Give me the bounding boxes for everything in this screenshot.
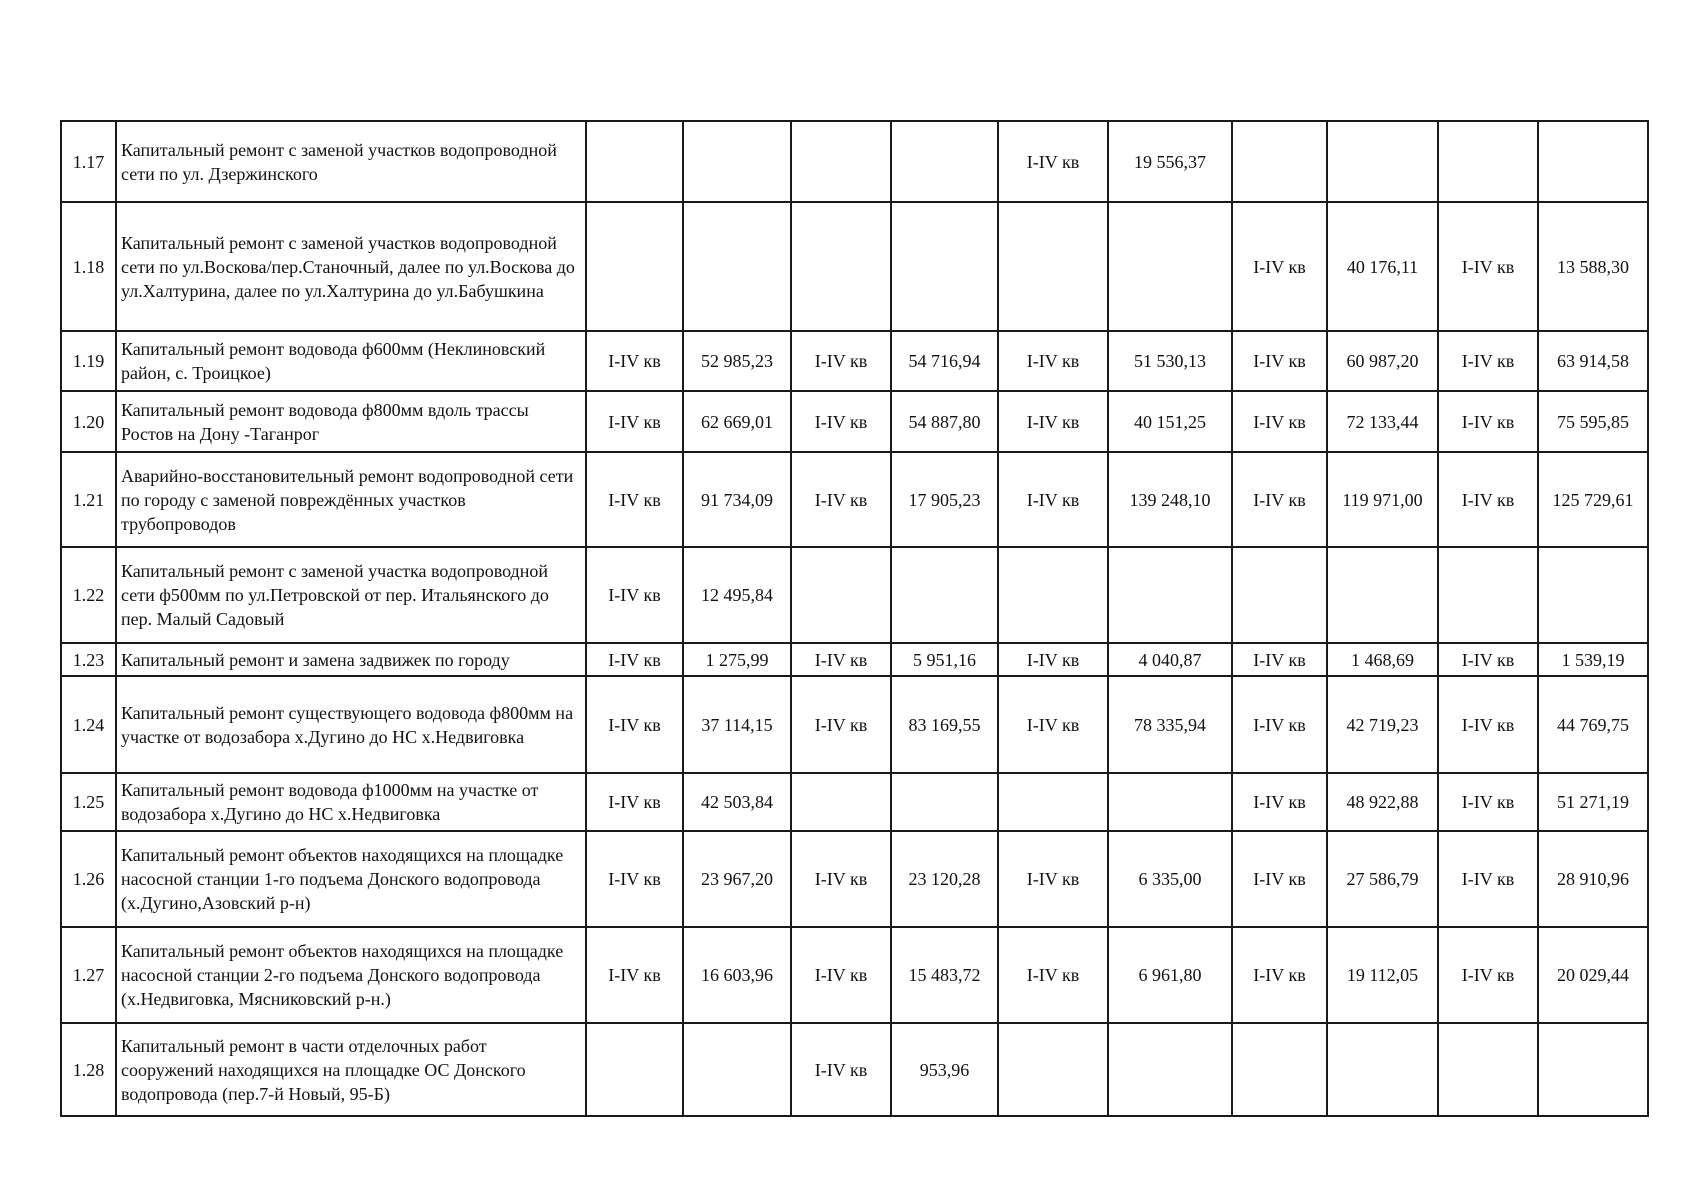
period-cell: I-IV кв — [586, 331, 683, 391]
amount-cell: 119 971,00 — [1327, 452, 1438, 547]
amount-cell — [1108, 202, 1232, 331]
amount-cell: 139 248,10 — [1108, 452, 1232, 547]
period-cell: I-IV кв — [1232, 927, 1327, 1023]
amount-cell: 6 335,00 — [1108, 831, 1232, 927]
period-cell — [1232, 547, 1327, 643]
period-cell: I-IV кв — [586, 676, 683, 773]
period-cell: I-IV кв — [1438, 773, 1538, 831]
table-row — [61, 121, 1648, 202]
period-cell — [998, 202, 1108, 331]
table-row — [61, 831, 1648, 927]
work-description: Капитальный ремонт с заменой участков водопроводной сети по ул. Дзержинского — [116, 121, 586, 202]
amount-cell: 19 112,05 — [1327, 927, 1438, 1023]
amount-cell: 13 588,30 — [1538, 202, 1648, 331]
work-description: Капитальный ремонт и замена задвижек по городу — [116, 643, 586, 676]
period-cell — [586, 1023, 683, 1116]
amount-cell: 1 539,19 — [1538, 643, 1648, 676]
amount-cell — [683, 121, 791, 202]
period-cell: I-IV кв — [998, 391, 1108, 452]
period-cell: I-IV кв — [1232, 202, 1327, 331]
row-number: 1.23 — [61, 643, 116, 676]
period-cell — [791, 547, 891, 643]
period-cell: I-IV кв — [586, 643, 683, 676]
period-cell — [791, 121, 891, 202]
period-cell: I-IV кв — [586, 391, 683, 452]
amount-cell — [1327, 547, 1438, 643]
table-row — [61, 547, 1648, 643]
row-number: 1.19 — [61, 331, 116, 391]
amount-cell — [1108, 773, 1232, 831]
table-row — [61, 331, 1648, 391]
row-number: 1.27 — [61, 927, 116, 1023]
table-row — [61, 773, 1648, 831]
amount-cell: 91 734,09 — [683, 452, 791, 547]
period-cell: I-IV кв — [1232, 831, 1327, 927]
row-number: 1.20 — [61, 391, 116, 452]
period-cell: I-IV кв — [791, 927, 891, 1023]
period-cell: I-IV кв — [791, 676, 891, 773]
amount-cell: 28 910,96 — [1538, 831, 1648, 927]
table-row — [61, 1023, 1648, 1116]
amount-cell — [891, 202, 998, 331]
amount-cell: 23 120,28 — [891, 831, 998, 927]
period-cell: I-IV кв — [1232, 452, 1327, 547]
amount-cell: 4 040,87 — [1108, 643, 1232, 676]
work-description: Капитальный ремонт объектов находящихся на площадке насосной станции 2-го подъема Донского водопровода (х.Недвиговка, Мясниковский р-н.) — [116, 927, 586, 1023]
work-description: Аварийно-восстановительный ремонт водопроводной сети по городу с заменой повреждённых участков трубопроводов — [116, 452, 586, 547]
period-cell — [998, 773, 1108, 831]
amount-cell: 27 586,79 — [1327, 831, 1438, 927]
period-cell — [791, 202, 891, 331]
amount-cell — [1327, 121, 1438, 202]
table-row — [61, 391, 1648, 452]
amount-cell: 23 967,20 — [683, 831, 791, 927]
amount-cell: 44 769,75 — [1538, 676, 1648, 773]
row-number: 1.22 — [61, 547, 116, 643]
row-number: 1.28 — [61, 1023, 116, 1116]
amount-cell: 40 176,11 — [1327, 202, 1438, 331]
amount-cell: 72 133,44 — [1327, 391, 1438, 452]
period-cell — [1232, 1023, 1327, 1116]
period-cell: I-IV кв — [791, 643, 891, 676]
amount-cell: 75 595,85 — [1538, 391, 1648, 452]
period-cell: I-IV кв — [998, 676, 1108, 773]
amount-cell — [1108, 547, 1232, 643]
period-cell — [791, 773, 891, 831]
period-cell: I-IV кв — [586, 927, 683, 1023]
amount-cell — [891, 547, 998, 643]
period-cell: I-IV кв — [1232, 391, 1327, 452]
row-number: 1.21 — [61, 452, 116, 547]
work-description: Капитальный ремонт с заменой участка водопроводной сети ф500мм по ул.Петровской от пер. Итальянского до пер. Малый Садовый — [116, 547, 586, 643]
period-cell — [586, 202, 683, 331]
period-cell: I-IV кв — [1438, 391, 1538, 452]
amount-cell: 20 029,44 — [1538, 927, 1648, 1023]
period-cell — [998, 1023, 1108, 1116]
amount-cell: 17 905,23 — [891, 452, 998, 547]
amount-cell: 60 987,20 — [1327, 331, 1438, 391]
period-cell: I-IV кв — [586, 547, 683, 643]
work-description: Капитальный ремонт объектов находящихся на площадке насосной станции 1-го подъема Донского водопровода (х.Дугино,Азовский р-н) — [116, 831, 586, 927]
period-cell: I-IV кв — [1438, 643, 1538, 676]
period-cell: I-IV кв — [998, 927, 1108, 1023]
table-row — [61, 202, 1648, 331]
period-cell: I-IV кв — [791, 831, 891, 927]
amount-cell: 19 556,37 — [1108, 121, 1232, 202]
amount-cell: 63 914,58 — [1538, 331, 1648, 391]
period-cell: I-IV кв — [791, 452, 891, 547]
amount-cell: 1 468,69 — [1327, 643, 1438, 676]
period-cell: I-IV кв — [1232, 676, 1327, 773]
period-cell: I-IV кв — [586, 831, 683, 927]
period-cell: I-IV кв — [1232, 331, 1327, 391]
amount-cell: 54 887,80 — [891, 391, 998, 452]
works-table — [60, 120, 1649, 1117]
row-number: 1.26 — [61, 831, 116, 927]
period-cell: I-IV кв — [791, 391, 891, 452]
row-number: 1.24 — [61, 676, 116, 773]
period-cell: I-IV кв — [1438, 202, 1538, 331]
work-description: Капитальный ремонт существующего водовода ф800мм на участке от водозабора х.Дугино до НС х.Недвиговка — [116, 676, 586, 773]
table-row — [61, 643, 1648, 676]
amount-cell: 52 985,23 — [683, 331, 791, 391]
amount-cell: 12 495,84 — [683, 547, 791, 643]
amount-cell — [1538, 121, 1648, 202]
amount-cell: 953,96 — [891, 1023, 998, 1116]
work-description: Капитальный ремонт водовода ф1000мм на участке от водозабора х.Дугино до НС х.Недвиговка — [116, 773, 586, 831]
period-cell — [1438, 547, 1538, 643]
period-cell: I-IV кв — [1232, 773, 1327, 831]
period-cell: I-IV кв — [791, 331, 891, 391]
amount-cell — [891, 121, 998, 202]
amount-cell — [683, 202, 791, 331]
amount-cell — [683, 1023, 791, 1116]
amount-cell — [1108, 1023, 1232, 1116]
period-cell: I-IV кв — [791, 1023, 891, 1116]
work-description: Капитальный ремонт водовода ф600мм (Неклиновский район, с. Троицкое) — [116, 331, 586, 391]
amount-cell: 78 335,94 — [1108, 676, 1232, 773]
period-cell: I-IV кв — [586, 452, 683, 547]
work-description: Капитальный ремонт водовода ф800мм вдоль трассы Ростов на Дону -Таганрог — [116, 391, 586, 452]
period-cell: I-IV кв — [998, 331, 1108, 391]
period-cell: I-IV кв — [998, 121, 1108, 202]
period-cell: I-IV кв — [1438, 331, 1538, 391]
period-cell: I-IV кв — [998, 643, 1108, 676]
amount-cell: 62 669,01 — [683, 391, 791, 452]
amount-cell — [1538, 547, 1648, 643]
amount-cell: 42 719,23 — [1327, 676, 1438, 773]
amount-cell: 48 922,88 — [1327, 773, 1438, 831]
period-cell — [1438, 121, 1538, 202]
amount-cell — [1327, 1023, 1438, 1116]
period-cell: I-IV кв — [998, 831, 1108, 927]
amount-cell: 42 503,84 — [683, 773, 791, 831]
row-number: 1.17 — [61, 121, 116, 202]
amount-cell: 83 169,55 — [891, 676, 998, 773]
table-row — [61, 676, 1648, 773]
row-number: 1.18 — [61, 202, 116, 331]
amount-cell: 6 961,80 — [1108, 927, 1232, 1023]
amount-cell: 51 530,13 — [1108, 331, 1232, 391]
period-cell — [586, 121, 683, 202]
period-cell: I-IV кв — [998, 452, 1108, 547]
period-cell: I-IV кв — [1438, 676, 1538, 773]
amount-cell: 5 951,16 — [891, 643, 998, 676]
amount-cell: 37 114,15 — [683, 676, 791, 773]
period-cell: I-IV кв — [1438, 831, 1538, 927]
period-cell — [1438, 1023, 1538, 1116]
table-body — [61, 121, 1648, 1116]
period-cell: I-IV кв — [586, 773, 683, 831]
amount-cell: 54 716,94 — [891, 331, 998, 391]
row-number: 1.25 — [61, 773, 116, 831]
period-cell: I-IV кв — [1438, 452, 1538, 547]
period-cell — [998, 547, 1108, 643]
period-cell: I-IV кв — [1232, 643, 1327, 676]
work-description: Капитальный ремонт с заменой участков водопроводной сети по ул.Воскова/пер.Станочный, далее по ул.Воскова до ул.Халтурина, далее по ул.Халтурина до ул.Бабушкина — [116, 202, 586, 331]
amount-cell — [891, 773, 998, 831]
table-row — [61, 452, 1648, 547]
amount-cell: 125 729,61 — [1538, 452, 1648, 547]
amount-cell — [1538, 1023, 1648, 1116]
period-cell — [1232, 121, 1327, 202]
period-cell: I-IV кв — [1438, 927, 1538, 1023]
amount-cell: 1 275,99 — [683, 643, 791, 676]
table-row — [61, 927, 1648, 1023]
work-description: Капитальный ремонт в части отделочных работ сооружений находящихся на площадке ОС Донского водопровода (пер.7-й Новый, 95-Б) — [116, 1023, 586, 1116]
amount-cell: 15 483,72 — [891, 927, 998, 1023]
amount-cell: 51 271,19 — [1538, 773, 1648, 831]
amount-cell: 40 151,25 — [1108, 391, 1232, 452]
amount-cell: 16 603,96 — [683, 927, 791, 1023]
